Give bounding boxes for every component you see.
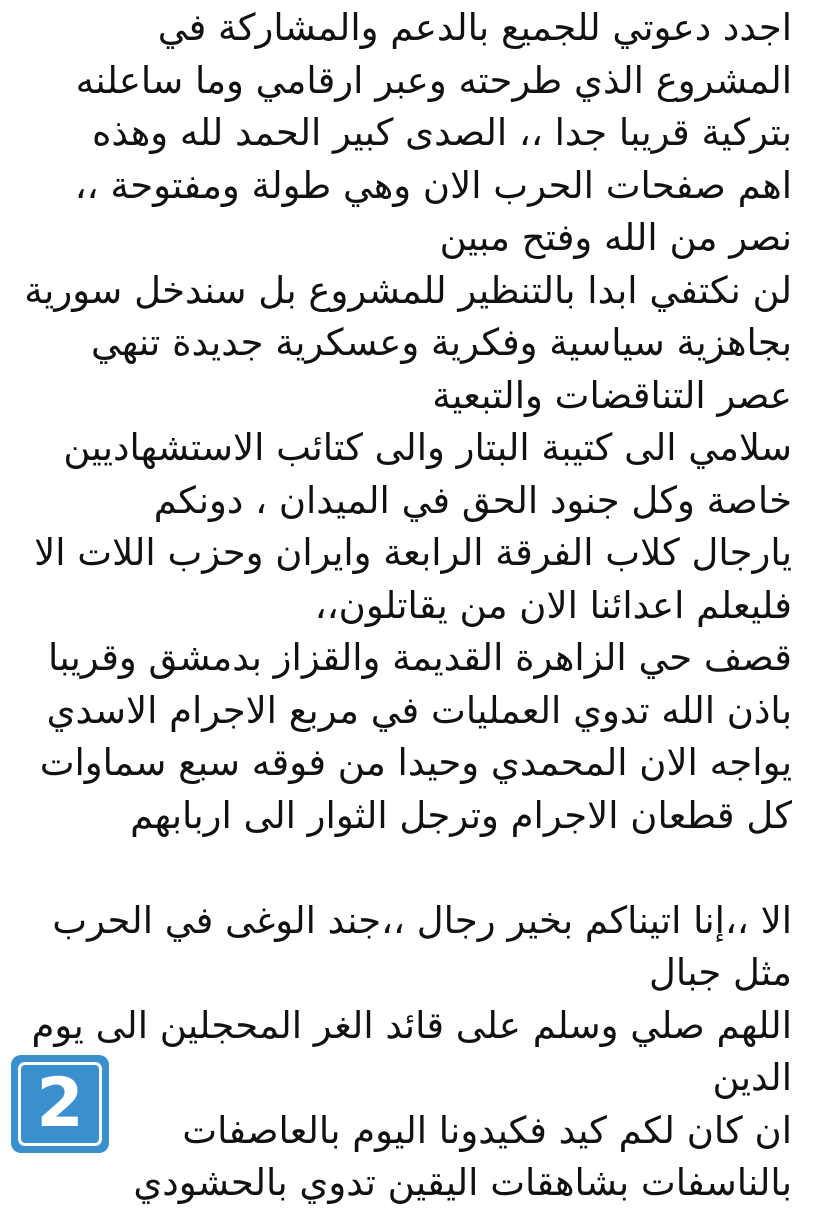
text-line: الدين xyxy=(712,1056,792,1099)
text-line: اهم صفحات الحرب الان وهي طولة ومفتوحة ،، xyxy=(74,163,792,207)
text-line: نصر من الله وفتح مبين xyxy=(439,216,792,259)
text-line: اللهم صلي وسلم على قائد الغر المحجلين الى يوم xyxy=(31,1003,792,1047)
text-line: اجدد دعوتي للجميع بالدعم والمشاركة في xyxy=(157,6,792,49)
text-line: كل قطعان الاجرام وترجل الثوار الى اربابهم xyxy=(130,793,792,837)
text-line: المشروع الذي طرحته وعبر ارقامي وما ساعلنه xyxy=(75,58,792,102)
text-line: عصر التناقضات والتبعية xyxy=(432,373,792,417)
page-number-badge xyxy=(11,1055,109,1153)
text-line: سلامي الى كتيبة البتار والى كتائب الاستشهاديين xyxy=(63,426,792,469)
text-line: لن نكتفي ابدا بالتنظير للمشروع بل سندخل سورية xyxy=(24,268,792,312)
text-line: خاصة وكل جنود الحق في الميدان ، دونكم xyxy=(153,478,792,522)
text-line: بالناسفات بشاهقات اليقين تدوي بالحشودي xyxy=(133,1161,792,1204)
page-number: 2 xyxy=(18,1062,102,1146)
text-line: الا ،،إنا اتيناكم بخير رجال ،،جند الوغى في الحرب xyxy=(52,898,792,942)
text-line: بتركية قريبا جدا ،، الصدى كبير الحمد لله وهذه xyxy=(91,111,792,154)
text-line: باذن الله تدوي العمليات في مربع الاجرام الاسدي xyxy=(46,688,792,732)
text-line: بجاهزية سياسية وفكرية وعسكرية جديدة تنهي xyxy=(91,321,792,364)
text-line: فليعلم اعدائنا الان من يقاتلون،، xyxy=(314,583,792,627)
text-line: يارجال كلاب الفرقة الرابعة وايران وحزب اللات الا xyxy=(34,531,792,574)
text-line: قصف حي الزاهرة القديمة والقزاز بدمشق وقريبا xyxy=(48,636,792,679)
text-line: مثل جبال xyxy=(649,951,792,994)
blank-line xyxy=(24,842,792,895)
text-line: ان كان لكم كيد فكيدونا اليوم بالعاصفات xyxy=(182,1108,792,1152)
text-line: يواجه الان المحمدي وحيدا من فوقه سبع سماوات xyxy=(39,741,792,784)
